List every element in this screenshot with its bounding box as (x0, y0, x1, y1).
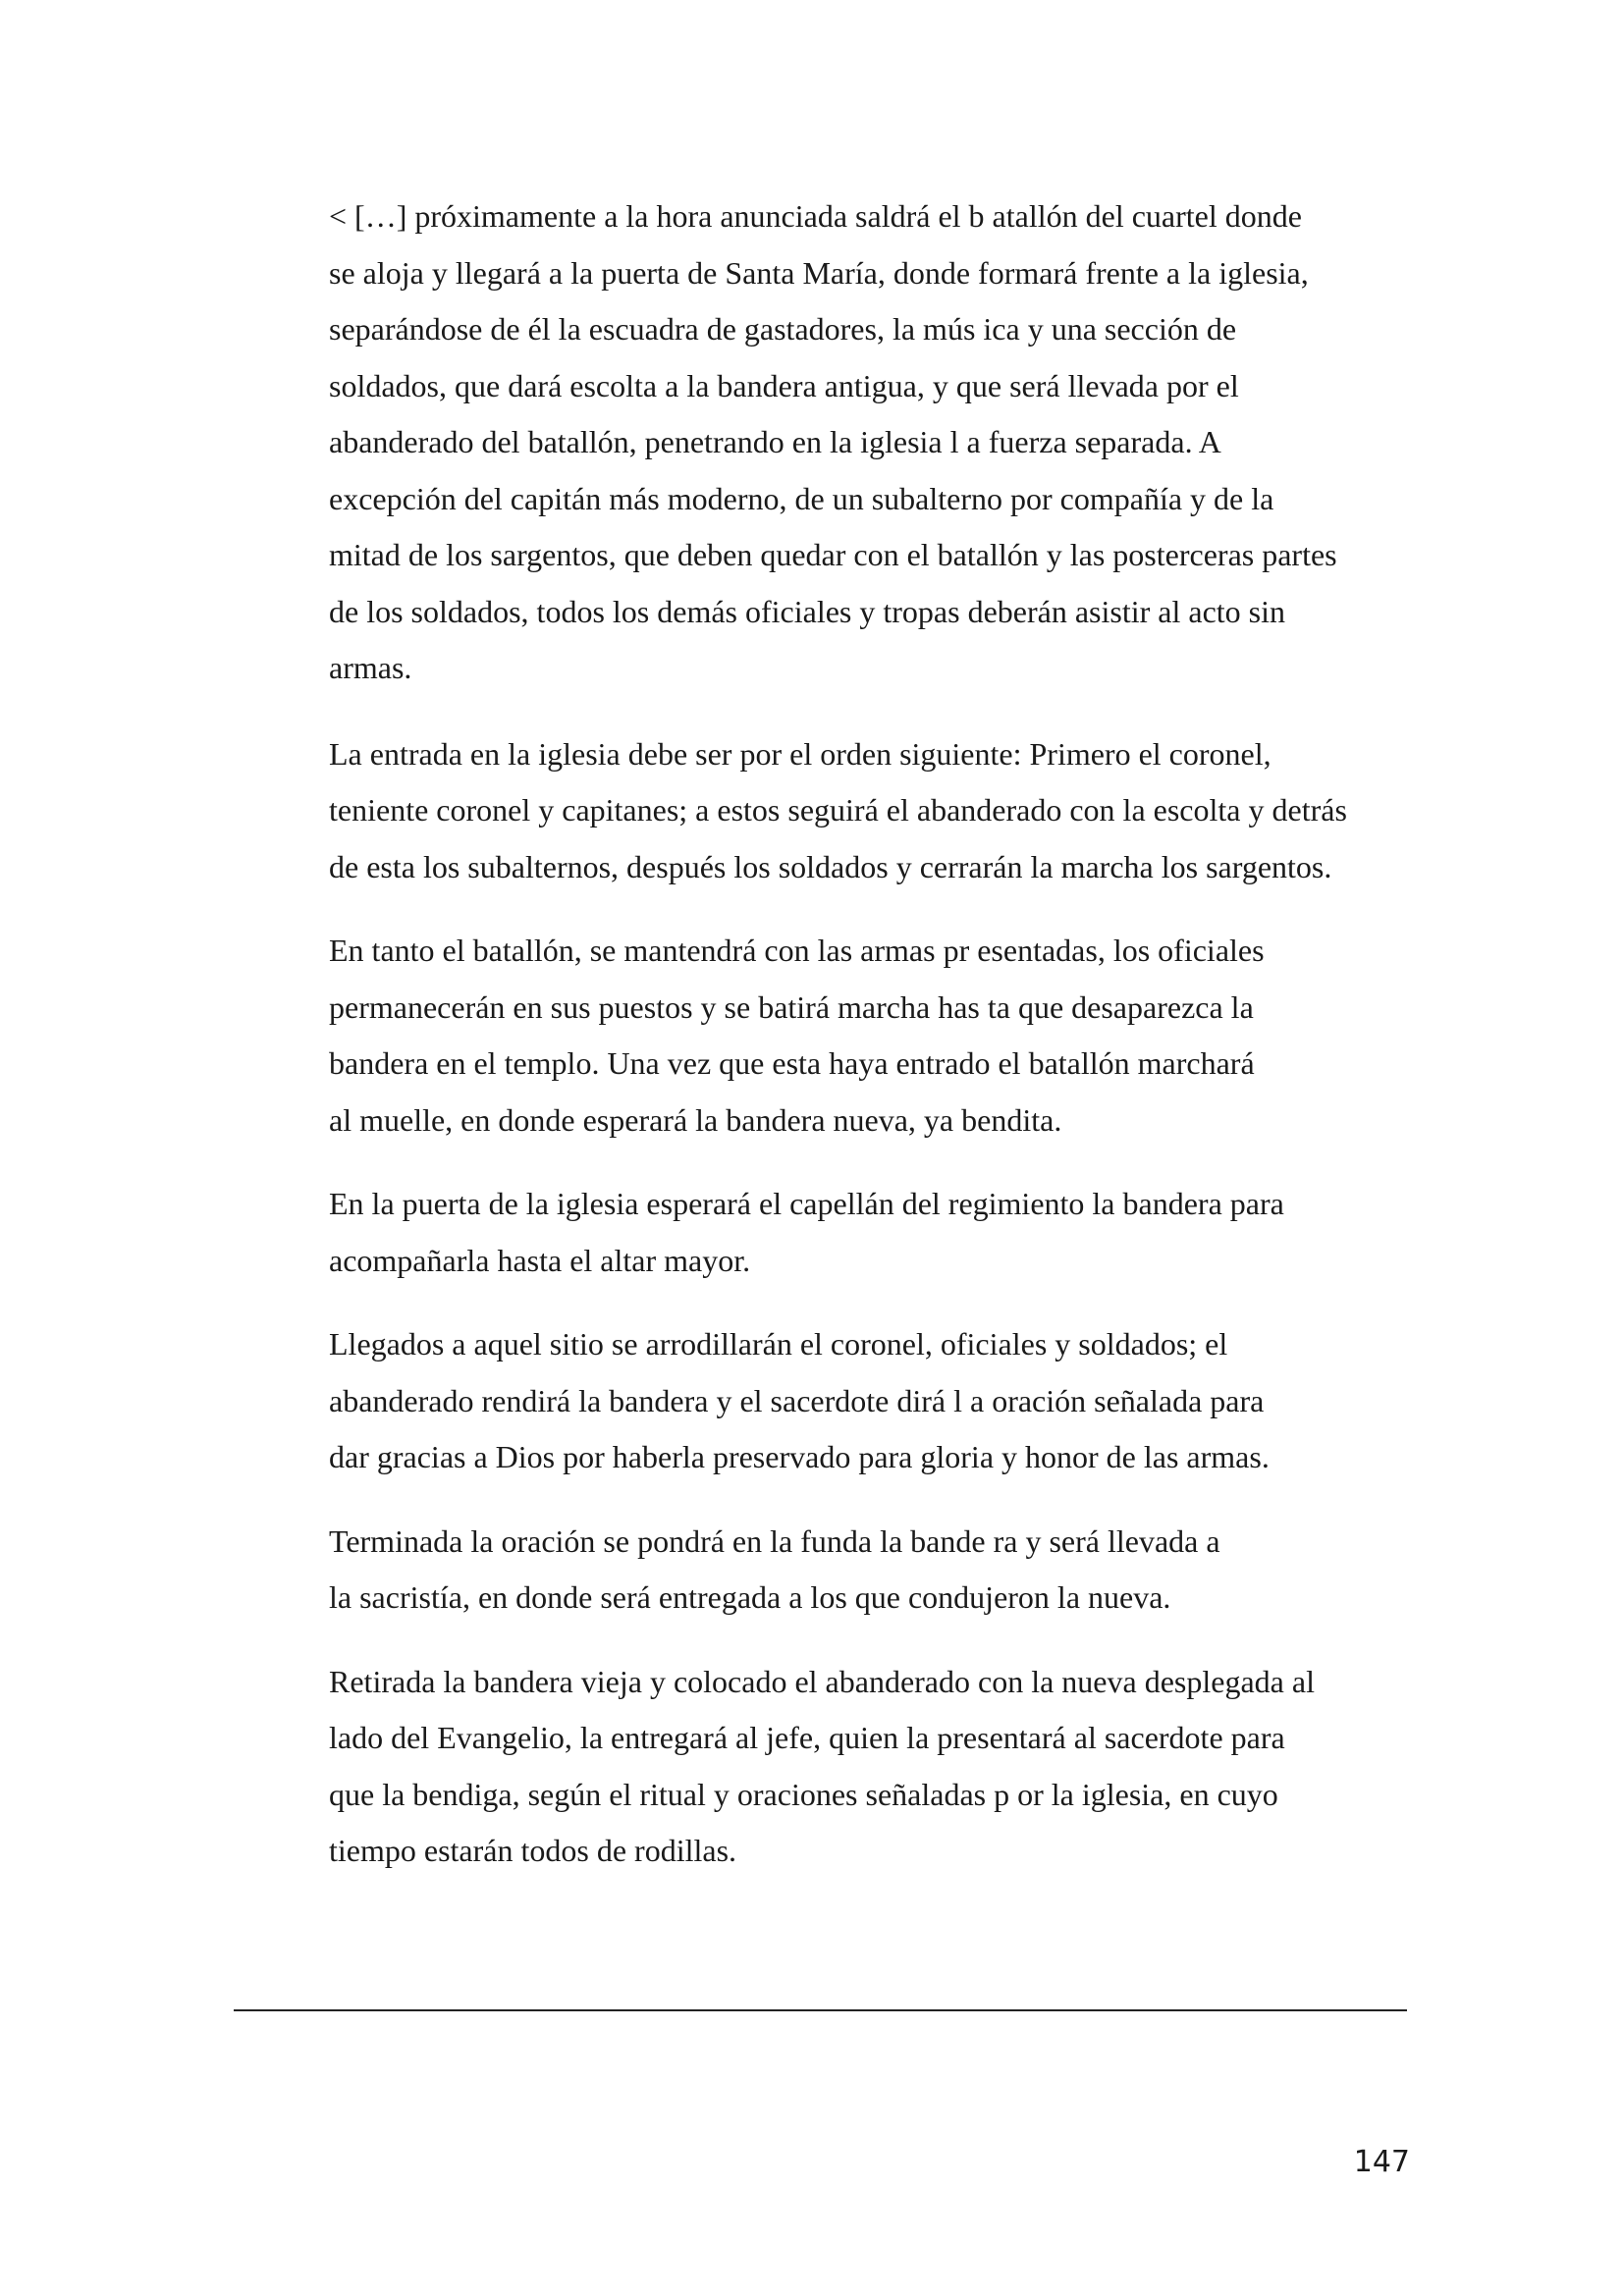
text-line: dar gracias a Dios por haberla preservado para gloria y honor de las armas. (329, 1439, 1270, 1474)
paragraph-3 (329, 923, 1409, 1148)
text-line: al muelle, en donde esperará la bandera nueva, ya bendita. (329, 1101, 1062, 1138)
paragraph-1 (329, 188, 1409, 697)
text-line: teniente coronel y capitanes; a estos seguirá el abanderado con la escolta y detrás (329, 792, 1347, 828)
text-line: Llegados a aquel sitio se arrodillarán el coronel, oficiales y soldados; el (329, 1326, 1228, 1362)
paragraph-6 (329, 1514, 1409, 1627)
text-line: que la bendiga, según el ritual y oraciones señaladas p or la iglesia, en cuyo (329, 1776, 1278, 1812)
text-line: tiempo estarán todos de rodillas. (329, 1833, 737, 1868)
paragraph-4 (329, 1176, 1409, 1289)
text-line: armas. (329, 650, 412, 685)
text-line: excepción del capitán más moderno, de un subalterno por compañía y de la (329, 480, 1274, 516)
text-line: la sacristía, en donde será entregada a los que condujeron la nueva. (329, 1579, 1171, 1615)
paragraph-5 (329, 1316, 1409, 1486)
text-line: de los soldados, todos los demás oficiales y tropas deberán asistir al acto sin (329, 593, 1286, 629)
text-line: bandera en el templo. Una vez que esta haya entrado el batallón marchará (329, 1045, 1255, 1081)
text-line: Terminada la oración se pondrá en la funda la bande ra y será llevada a (329, 1522, 1220, 1559)
page-number: 147 (1353, 2145, 1410, 2179)
text-line: En la puerta de la iglesia esperará el capellán del regimiento la bandera para (329, 1186, 1284, 1221)
text-line: abanderado del batallón, penetrando en la iglesia l a fuerza separada. A (329, 424, 1221, 459)
text-line: abanderado rendirá la bandera y el sacerdote dirá l a oración señalada para (329, 1382, 1265, 1418)
text-line: < […] próximamente a la hora anunciada saldrá el b atallón del cuartel donde (329, 198, 1302, 234)
paragraph-7 (329, 1654, 1409, 1880)
text-line: mitad de los sargentos, que deben quedar con el batallón y las posterceras partes (329, 537, 1337, 572)
text-line: separándose de él la escuadra de gastadores, la mús ica y una sección de (329, 311, 1237, 347)
text-line: se aloja y llegará a la puerta de Santa María, donde formará frente a la iglesia, (329, 254, 1309, 291)
text-line: acompañarla hasta el altar mayor. (329, 1242, 751, 1278)
text-line: permanecerán en sus puestos y se batirá marcha has ta que desaparezca la (329, 988, 1254, 1025)
body-text (329, 188, 1409, 1907)
paragraph-2 (329, 726, 1409, 896)
text-line: de esta los subalternos, después los soldados y cerrarán la marcha los sargentos. (329, 848, 1332, 884)
footnote-divider (234, 2009, 1407, 2011)
text-line: La entrada en la iglesia debe ser por el orden siguiente: Primero el coronel, (329, 735, 1271, 772)
text-line: En tanto el batallón, se mantendrá con las armas pr esentadas, los oficiales (329, 933, 1265, 968)
text-line: soldados, que dará escolta a la bandera antigua, y que será llevada por el (329, 367, 1239, 403)
text-line: lado del Evangelio, la entregará al jefe, quien la presentará al sacerdote para (329, 1720, 1285, 1755)
text-line: Retirada la bandera vieja y colocado el abanderado con la nueva desplegada al (329, 1663, 1315, 1699)
